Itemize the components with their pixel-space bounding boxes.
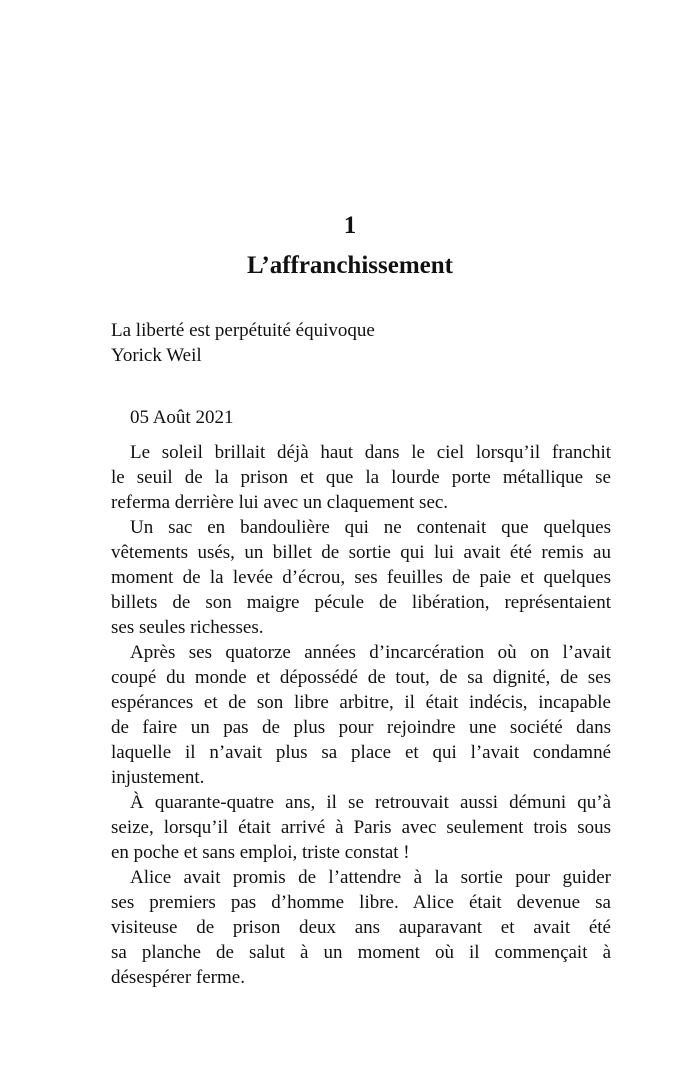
text-line: le seuil de la prison et que la lourde porte métallique se [111, 467, 611, 488]
chapter-title: L’affranchissement [246, 252, 453, 279]
text-line: injustement. [111, 767, 205, 788]
body-text [111, 440, 611, 990]
paragraph-4 [111, 790, 611, 865]
entry-date: 05 Août 2021 [130, 407, 234, 428]
paragraph-5 [111, 865, 611, 990]
text-line: seize, lorsqu’il était arrivé à Paris avec seulement trois sous [111, 817, 611, 838]
text-line: Un sac en bandoulière qui ne contenait que quelques [130, 517, 611, 538]
text-line: ses seules richesses. [111, 617, 264, 638]
text-line: coupé du monde et dépossédé de tout, de sa dignité, de ses [111, 667, 611, 688]
text-line: sa planche de salut à un moment où il commençait à [111, 942, 611, 963]
text-line: espérances et de son libre arbitre, il était indécis, incapable [111, 692, 611, 713]
paragraph-3 [111, 640, 611, 790]
text-line: moment de la levée d’écrou, ses feuilles de paie et quelques [111, 567, 611, 588]
text-line: Le soleil brillait déjà haut dans le ciel lorsqu’il franchit [130, 442, 611, 463]
text-line: visiteuse de prison deux ans auparavant et avait été [111, 917, 611, 938]
text-line: ses premiers pas d’homme libre. Alice était devenue sa [111, 892, 611, 913]
text-line: referma derrière lui avec un claquement sec. [111, 492, 449, 513]
chapter-number: 1 [343, 212, 357, 239]
paragraph-1 [111, 440, 611, 515]
epigraph [111, 318, 591, 368]
text-line: de faire un pas de plus pour rejoindre une société dans [111, 717, 611, 738]
text-line: À quarante-quatre ans, il se retrouvait aussi démuni qu’à [130, 792, 611, 813]
epigraph-quote: La liberté est perpétuité équivoque [111, 320, 375, 341]
text-line: désespérer ferme. [111, 967, 245, 988]
text-line: Après ses quatorze années d’incarcération où on l’avait [130, 642, 611, 663]
text-line: Alice avait promis de l’attendre à la sortie pour guider [130, 867, 611, 888]
text-line: en poche et sans emploi, triste constat ! [111, 842, 410, 863]
text-line: laquelle il n’avait plus sa place et qui l’avait condamné [111, 742, 611, 763]
text-line: vêtements usés, un billet de sortie qui lui avait été remis au [111, 542, 611, 563]
epigraph-author: Yorick Weil [111, 345, 202, 366]
paragraph-2 [111, 515, 611, 640]
text-line: billets de son maigre pécule de libération, représentaient [111, 592, 611, 613]
